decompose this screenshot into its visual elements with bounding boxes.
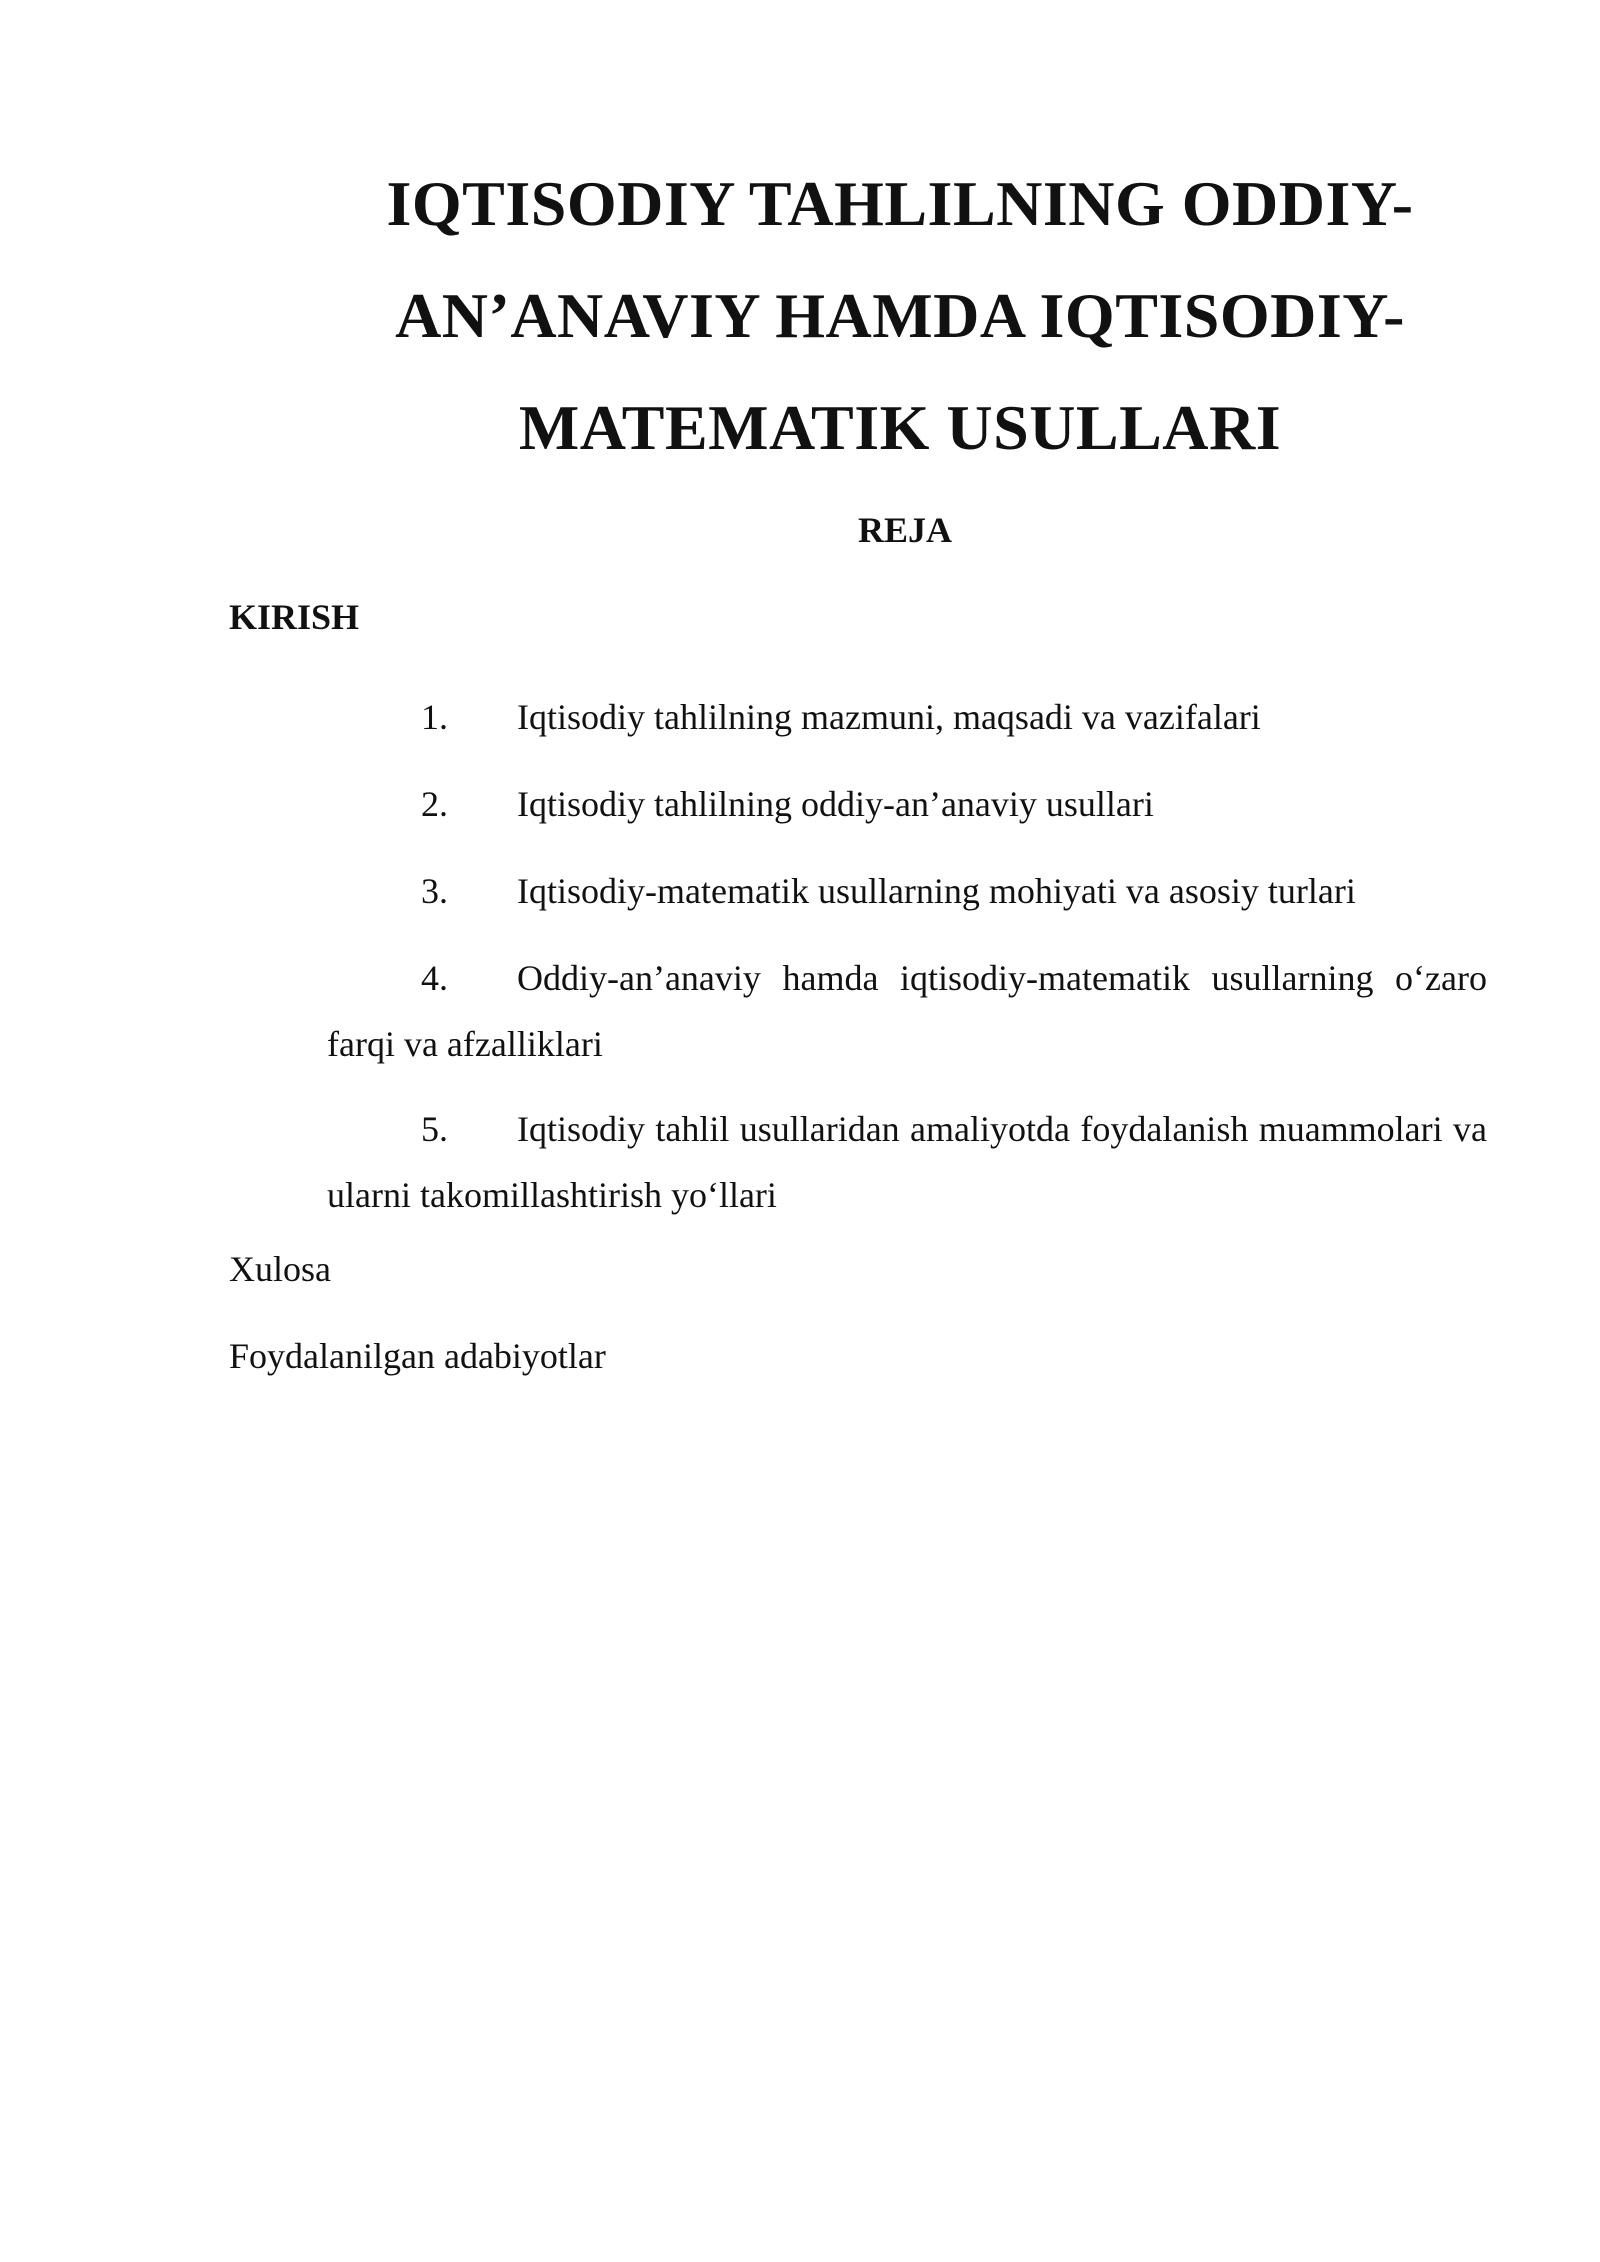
conclusion-heading: Xulosa (229, 1249, 331, 1289)
plan-item-5 (327, 1096, 1487, 1228)
plan-item-number: 5. (421, 1109, 448, 1149)
title-line-3: MATEMATIK USULLARI (518, 392, 1282, 463)
plan-item-number: 4. (421, 958, 448, 998)
plan-item-text: Iqtisodiy tahlilning mazmuni, maqsadi va vazifalari (517, 697, 1261, 737)
plan-item-text: Oddiy-an’anaviy hamda iqtisodiy-matematik usullarning o‘zaro farqi va afzalliklari (327, 958, 1487, 1064)
plan-item-number: 3. (421, 871, 448, 911)
intro-heading: KIRISH (229, 597, 360, 637)
plan-item-text: Iqtisodiy tahlil usullaridan amaliyotda foydalanish muammolari va ularni takomillashtirish yo‘llari (327, 1109, 1487, 1215)
plan-item-text: Iqtisodiy-matematik usullarning mohiyati va asosiy turlari (517, 871, 1356, 911)
plan-item-2 (327, 771, 1487, 837)
plan-item-1 (327, 684, 1487, 750)
document-title (340, 148, 1460, 484)
plan-item-number: 1. (421, 697, 448, 737)
title-line-1: IQTISODIY TAHLILNING ODDIY- (386, 168, 1414, 239)
plan-item-3 (327, 858, 1487, 924)
references-heading: Foydalanilgan adabiyotlar (229, 1336, 606, 1376)
plan-item-4 (327, 945, 1487, 1077)
plan-heading: REJA (857, 510, 952, 550)
plan-item-number: 2. (421, 784, 448, 824)
plan-item-text: Iqtisodiy tahlilning oddiy-an’anaviy usullari (517, 784, 1154, 824)
title-line-2: AN’ANAVIY HAMDA IQTISODIY- (395, 280, 1405, 351)
